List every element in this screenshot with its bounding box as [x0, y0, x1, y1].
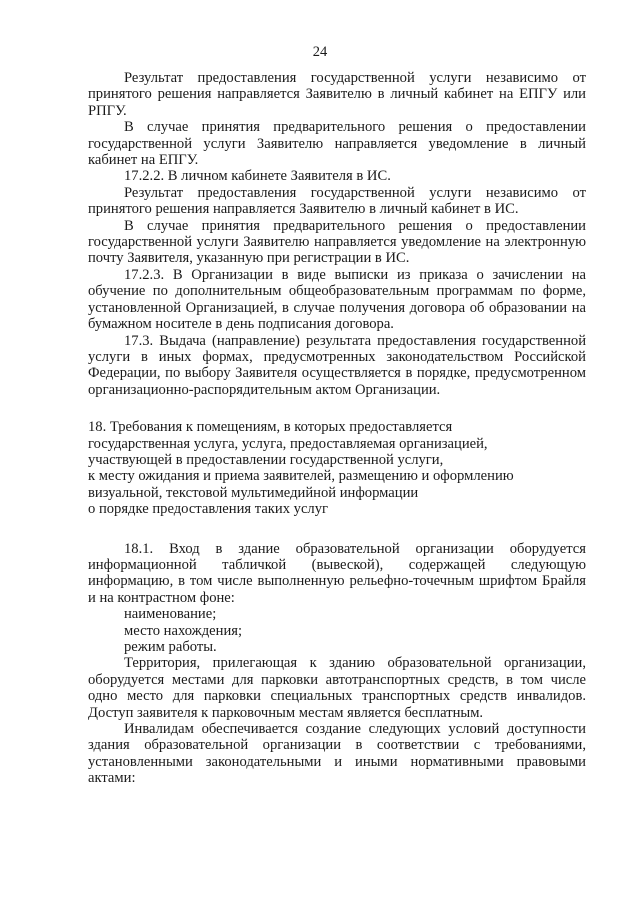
paragraph: Результат предоставления государственной услуги независимо от принятого решения направляется Заявителю в личный кабинет в ИС.	[88, 184, 586, 218]
section-heading-line: государственная услуга, услуга, предоставляемая организацией,	[88, 435, 488, 452]
section-heading-line: о порядке предоставления таких услуг	[88, 501, 328, 518]
section-heading-line: 18. Требования к помещениям, в которых предоставляется	[88, 419, 453, 436]
paragraph: В случае принятия предварительного решения о предоставлении государственной услуги Заявителю направляется уведомление на электронную почту Заявителя, указанную при регистрации в ИС.	[88, 217, 586, 267]
paragraph: Территория, прилегающая к зданию образовательной организации, оборудуется местами для парковки автотранспортных средств, в том числе одно место для парковки специальных транспортных средств инвалидов. Доступ заявителя к парковочным местам является бесплатным.	[88, 655, 586, 721]
paragraph: Результат предоставления государственной услуги независимо от принятого решения направляется Заявителю в личный кабинет на ЕПГУ или РПГУ.	[88, 70, 586, 119]
paragraph: 17.3. Выдача (направление) результата предоставления государственной услуги в иных формах, предусмотренных законодательством Российской Федерации, по выбору Заявителя осуществляется в порядке, предусмотренном организационно-распорядительным актом Организации.	[88, 332, 586, 398]
list-item: режим работы.	[124, 639, 217, 655]
list-item: наименование;	[124, 606, 217, 623]
paragraph: В случае принятия предварительного решения о предоставлении государственной услуги Заявителю направляется уведомление в личный кабинет на ЕПГУ.	[88, 119, 586, 169]
paragraph: 17.2.2. В личном кабинете Заявителя в ИС.	[124, 168, 391, 185]
document-body	[88, 70, 586, 787]
paragraph: 18.1. Вход в здание образовательной организации оборудуется информационной табличкой (вывеской), содержащей следующую информацию, в том числе выполненную рельефно-точечным шрифтом Брайля и на контрастном фоне:	[88, 540, 586, 606]
paragraph: Инвалидам обеспечивается создание следующих условий доступности здания образовательной организации в соответствии с требованиями, установленными законодательными и иными нормативными правовыми актами:	[88, 721, 586, 787]
paragraph: 17.2.3. В Организации в виде выписки из приказа о зачислении на обучение по дополнительным общеобразовательным программам по форме, установленной Организацией, в случае получения договора об образовании на бумажном носителе в день подписания договора.	[88, 266, 586, 333]
list-item: место нахождения;	[124, 622, 243, 639]
section-heading-line: визуальной, текстовой мультимедийной информации	[88, 484, 419, 501]
section-heading	[88, 419, 586, 517]
page-number: 24	[312, 44, 328, 60]
section-heading-line: к месту ожидания и приема заявителей, размещению и оформлению	[88, 468, 514, 485]
section-heading-line: участвующей в предоставлении государственной услуги,	[88, 451, 444, 468]
